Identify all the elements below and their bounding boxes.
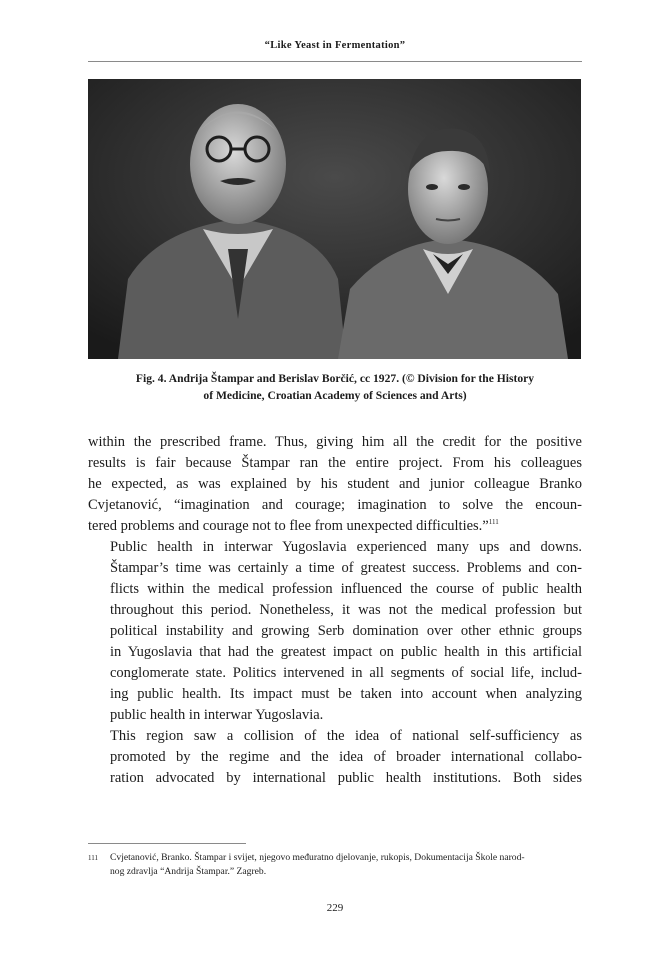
figure-caption <box>88 370 582 404</box>
paragraph <box>88 432 582 537</box>
footnote-number: 111 <box>88 854 98 862</box>
text-line <box>88 516 582 537</box>
footnote-line: Cvjetanović, Branko. Štampar i svijet, njegovo međuratno djelovanje, rukopis, Dokumentacija Škole narod- <box>110 852 525 863</box>
text-line: results is fair because Štampar ran the entire project. From his colleagues <box>88 455 582 471</box>
text-line-content: tered problems and courage not to flee from unexpected difficulties.” <box>88 518 489 534</box>
footnote <box>88 851 582 879</box>
text-line: flicts within the medical profession influenced the course of public health <box>110 581 582 597</box>
paragraph <box>88 726 582 789</box>
text-line: public health in interwar Yugoslavia. <box>110 707 324 723</box>
paragraph <box>88 537 582 726</box>
text-line: ing public health. Its impact must be taken into account when analyzing <box>110 686 582 702</box>
text-line: throughout this period. Nonetheless, it was not the medical profession but <box>110 602 582 618</box>
body-text <box>88 432 582 789</box>
text-line: This region saw a collision of the idea of national self-sufficiency as <box>110 728 582 744</box>
running-title: “Like Yeast in Fermentation” <box>264 40 406 51</box>
text-line: Public health in interwar Yugoslavia experienced many ups and downs. <box>110 539 582 555</box>
header-rule <box>88 61 582 62</box>
caption-line: of Medicine, Croatian Academy of Sciences and Arts) <box>203 389 467 402</box>
text-line: conglomerate state. Politics intervened in all segments of social life, includ- <box>110 665 582 681</box>
footnote-ref[interactable]: 111 <box>488 518 499 526</box>
footnote-rule <box>88 843 246 844</box>
text-line: political instability and growing Serb domination over other ethnic groups <box>110 623 582 639</box>
text-line: within the prescribed frame. Thus, giving him all the credit for the positive <box>88 434 582 450</box>
text-line: Cvjetanović, “imagination and courage; imagination to solve the encoun- <box>88 497 582 513</box>
caption-line: Fig. 4. Andrija Štampar and Berislav Borčić, cc 1927. (© Division for the History <box>135 372 535 385</box>
historical-photograph <box>88 79 581 359</box>
text-line: in Yugoslavia that had the greatest impact on public health in this artificial <box>110 644 582 660</box>
text-line: ration advocated by international public health institutions. Both sides <box>110 770 582 786</box>
footnote-line: nog zdravlja “Andrija Štampar.” Zagreb. <box>110 866 267 877</box>
text-line: he expected, as was explained by his student and junior colleague Branko <box>88 476 582 492</box>
text-line: promoted by the regime and the idea of broader international collabo- <box>110 749 582 765</box>
page-number: 229 <box>326 902 344 914</box>
text-line: Štampar’s time was certainly a time of greatest success. Problems and con- <box>110 560 582 576</box>
